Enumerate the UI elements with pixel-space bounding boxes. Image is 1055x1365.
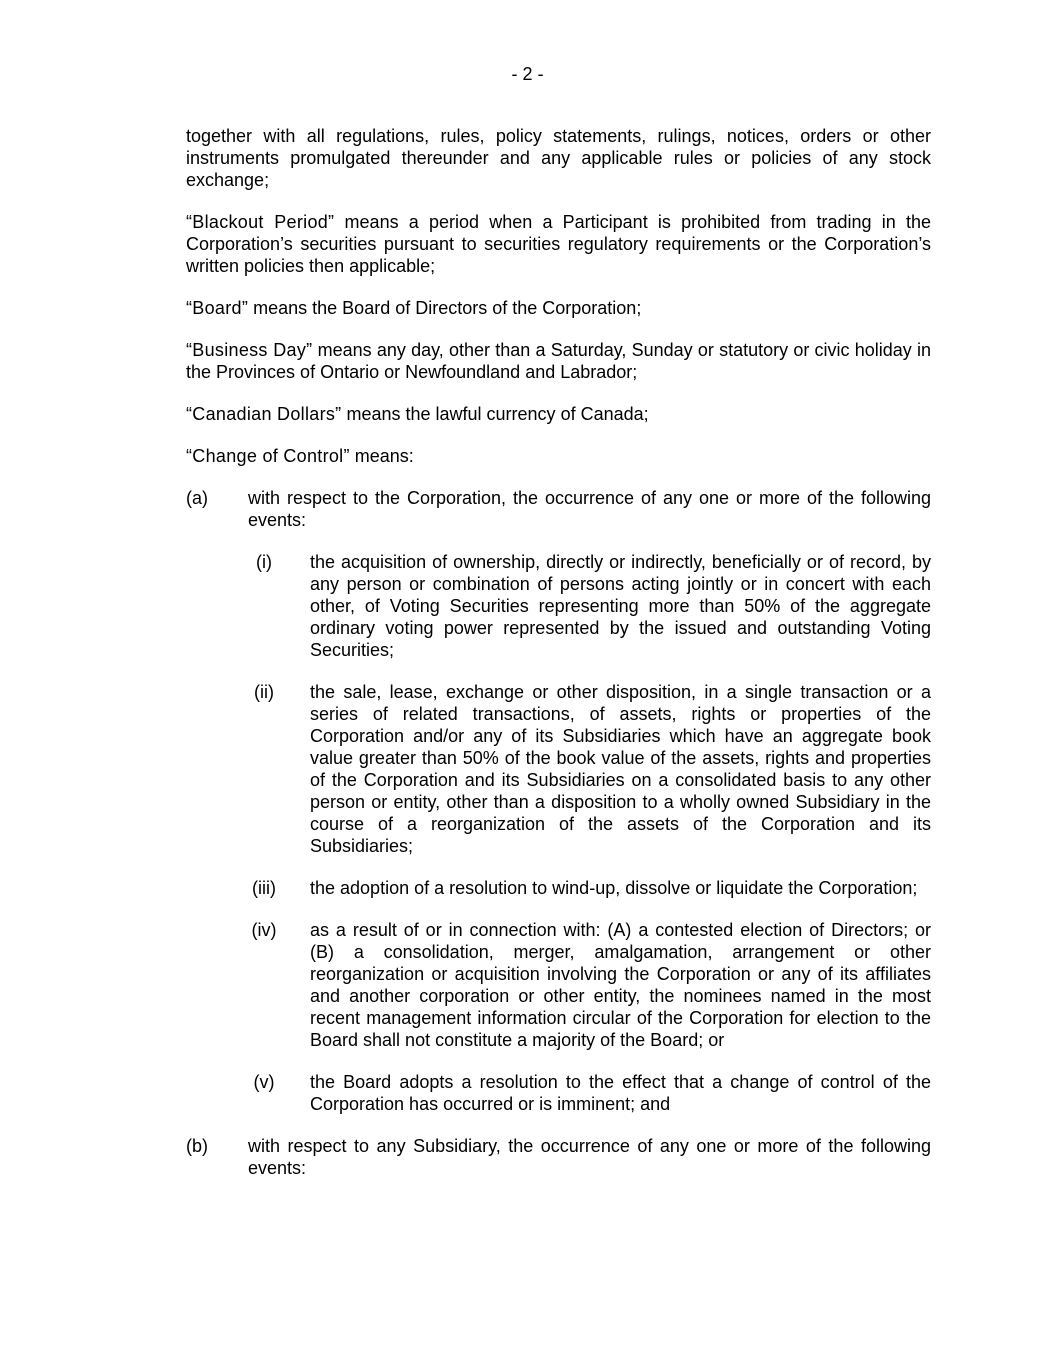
list-label: (iii)	[252, 878, 276, 898]
definition-text: means any day, other than a Saturday, Sunday or statutory or civic holiday in the Provinces of Ontario or Newfoundland and Labrador;	[186, 340, 931, 382]
list-item-i	[186, 551, 931, 661]
list-text: with respect to the Corporation, the occurrence of any one or more of the following events:	[248, 488, 931, 530]
definition-text: means the lawful currency of Canada;	[341, 404, 649, 424]
intro-paragraph: together with all regulations, rules, policy statements, rulings, notices, orders or other instruments promulgated thereunder and any applicable rules or policies of any stock exchange;	[186, 126, 931, 190]
list-item-iv	[186, 919, 931, 1051]
defined-term: “Blackout Period”	[186, 212, 335, 232]
list-item-ii	[186, 681, 931, 857]
defined-term: “Change of Control”	[186, 446, 350, 466]
defined-term: “Business Day”	[186, 340, 313, 360]
list-text: the sale, lease, exchange or other disposition, in a single transaction or a series of related transactions, of assets, rights or properties of the Corporation and/or any of its Subsidiaries which have an aggregate book value greater than 50% of the book value of the assets, rights and properties of the Corporation and its Subsidiaries on a consolidated basis to any other person or entity, other than a disposition to a wholly owned Subsidiary in the course of a reorganization of the assets of the Corporation and its Subsidiaries;	[310, 682, 931, 856]
list-item-b	[186, 1135, 931, 1179]
list-text: the acquisition of ownership, directly or indirectly, beneficially or of record, by any person or combination of persons acting jointly or in concert with each other, of Voting Securities representing more than 50% of the aggregate ordinary voting power represented by the issued and outstanding Voting Securities;	[310, 552, 931, 660]
list-item-a	[186, 487, 931, 531]
definition-blackout-period	[186, 211, 931, 277]
list-label: (b)	[186, 1136, 208, 1156]
list-text: as a result of or in connection with: (A) a contested election of Directors; or (B) a consolidation, merger, amalgamation, arrangement or other reorganization or acquisition involving the Corporation or any of its affiliates and another corporation or other entity, the nominees named in the most recent management information circular of the Corporation for election to the Board shall not constitute a majority of the Board; or	[310, 920, 931, 1050]
definition-canadian-dollars	[186, 403, 931, 425]
definition-text: means:	[349, 446, 414, 466]
definition-text: means a period when a Participant is prohibited from trading in the Corporation’s securities pursuant to securities regulatory requirements or the Corporation’s written policies then applicable;	[186, 212, 931, 276]
list-label: (ii)	[254, 682, 274, 702]
defined-term: “Board”	[186, 298, 249, 318]
list-label: (i)	[256, 552, 272, 572]
list-item-v	[186, 1071, 931, 1115]
list-label: (a)	[186, 488, 208, 508]
list-text: the Board adopts a resolution to the effect that a change of control of the Corporation has occurred or is imminent; and	[310, 1072, 931, 1114]
defined-term: “Canadian Dollars”	[186, 404, 342, 424]
document-body	[186, 125, 931, 1199]
list-item-iii	[186, 877, 931, 899]
definition-text: means the Board of Directors of the Corporation;	[248, 298, 642, 318]
list-text: with respect to any Subsidiary, the occurrence of any one or more of the following events:	[248, 1136, 931, 1178]
list-label: (iv)	[251, 920, 277, 940]
definition-board	[186, 297, 931, 319]
list-text: the adoption of a resolution to wind-up, dissolve or liquidate the Corporation;	[310, 878, 918, 898]
page-number: - 2 -	[511, 64, 544, 84]
list-label: (v)	[253, 1072, 275, 1092]
definition-change-of-control	[186, 445, 931, 467]
definition-business-day	[186, 339, 931, 383]
